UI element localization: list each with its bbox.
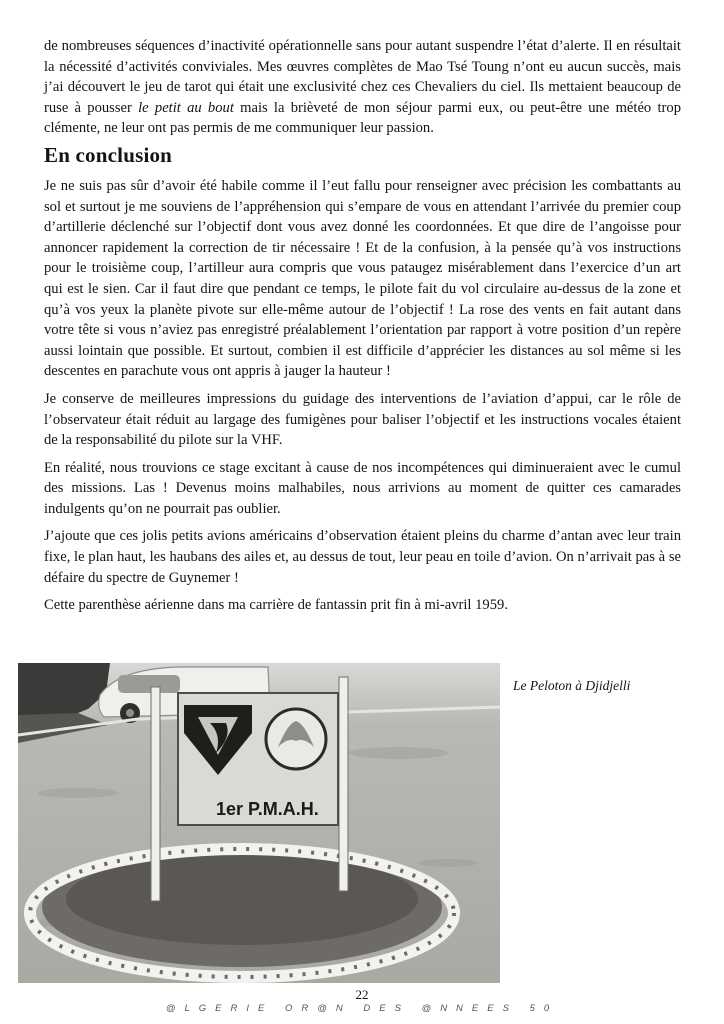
paragraph-2: Je conserve de meilleures impressions du guidage des interventions de l’aviation d’appui, car le rôle de l’observateur était réduit au largage des fumigènes pour baliser l’objectif et les instructions vocales étaient de la responsabilité du pilote sur la VHF. xyxy=(44,390,681,449)
sign-label: 1er P.M.A.H. xyxy=(216,799,319,819)
intro-text-part-1: de nombreuses séquences d’inactivité opérationnelle sans pour autant suspendre l’état d’alerte. Il en résultait la nécessité d’activités conviviales. Mes œuvres complètes de Mao Tsé Toung n’ont eu aucun succès, mais j’ai découvert le jeu de tarot qui était une exclusivité chez ces Chevaliers du ciel. Ils mettaient beaucoup de ruse à pousser xyxy=(44,38,681,116)
page-footer: @LGERIE OR@N DES @NNEES 50 xyxy=(165,1003,559,1014)
squadron-sign xyxy=(178,693,338,825)
photo-illustration xyxy=(18,663,500,983)
paragraph-5: Cette parenthèse aérienne dans ma carrière de fantassin prit fin à mi-avril 1959. xyxy=(44,597,508,614)
intro-paragraph xyxy=(44,36,681,139)
body-text xyxy=(44,36,681,623)
paragraph-3: En réalité, nous trouvions ce stage excitant à cause de nos incompétences qui diminueraient avec le cumul des missions. Las ! Devenus moins malhabiles, nous arrivions au moment de quitter ces camarades indulgents qu’on ne pourrait pas oublier. xyxy=(44,459,681,517)
intro-text-part-2: mais la brièveté de mon séjour parmi eux, ou peut-être une météo trop clémente, ne leur ont pas permis de me communiquer leur passion. xyxy=(44,99,681,137)
section-heading: En conclusion xyxy=(44,142,173,167)
paragraph-1: Je ne suis pas sûr d’avoir été habile comme il l’eut fallu pour renseigner avec précision les combattants au sol et surtout je me souviens de l’appréhension qui s’empare de vous en attendant l’arrivée du premier coup d’artillerie déclenché sur l’objectif dont vous avez donné les coordonnées. Et que dire de l’angoisse pour annoncer rapidement la correction de tir nécessaire ! Et de la confusion, à la pensée qu’à vos instructions pour le troisième coup, l’artilleur aura compris que vous pataugez misérablement dans l’exercice d’un art qui est le sien. Car il faut dire que pendant ce temps, le pilote fait du vol circulaire au-dessus de la zone et qu’à vos yeux la planète pivote sur elle-même autour de l’objectif ! La rose des vents en fait autant dans votre tête si vous n’aviez pas enregistré préalablement l’orientation par rapport à votre position d’un repère aussi lointain que possible. Et surtout, combien il est difficile d’apprécier les distances au sol même si les descentes en parachute vous ont appris à jauger la hauteur ! xyxy=(44,177,681,380)
paragraph-4: J’ajoute que ces jolis petits avions américains d’observation étaient pleins du charme d’antan avec leur train fixe, le plan haut, les haubans des ailes et, au dessus de tout, leur peau en toile d’avion. On n’arrivait pas à se défaire du spectre de Guynemer ! xyxy=(44,528,681,586)
photo-caption: Le Peloton à Djidjelli xyxy=(513,678,631,693)
photo-peloton-sign xyxy=(18,663,500,983)
page-number: 22 xyxy=(355,987,369,1002)
intro-italic-phrase: le petit au bout xyxy=(138,99,234,116)
